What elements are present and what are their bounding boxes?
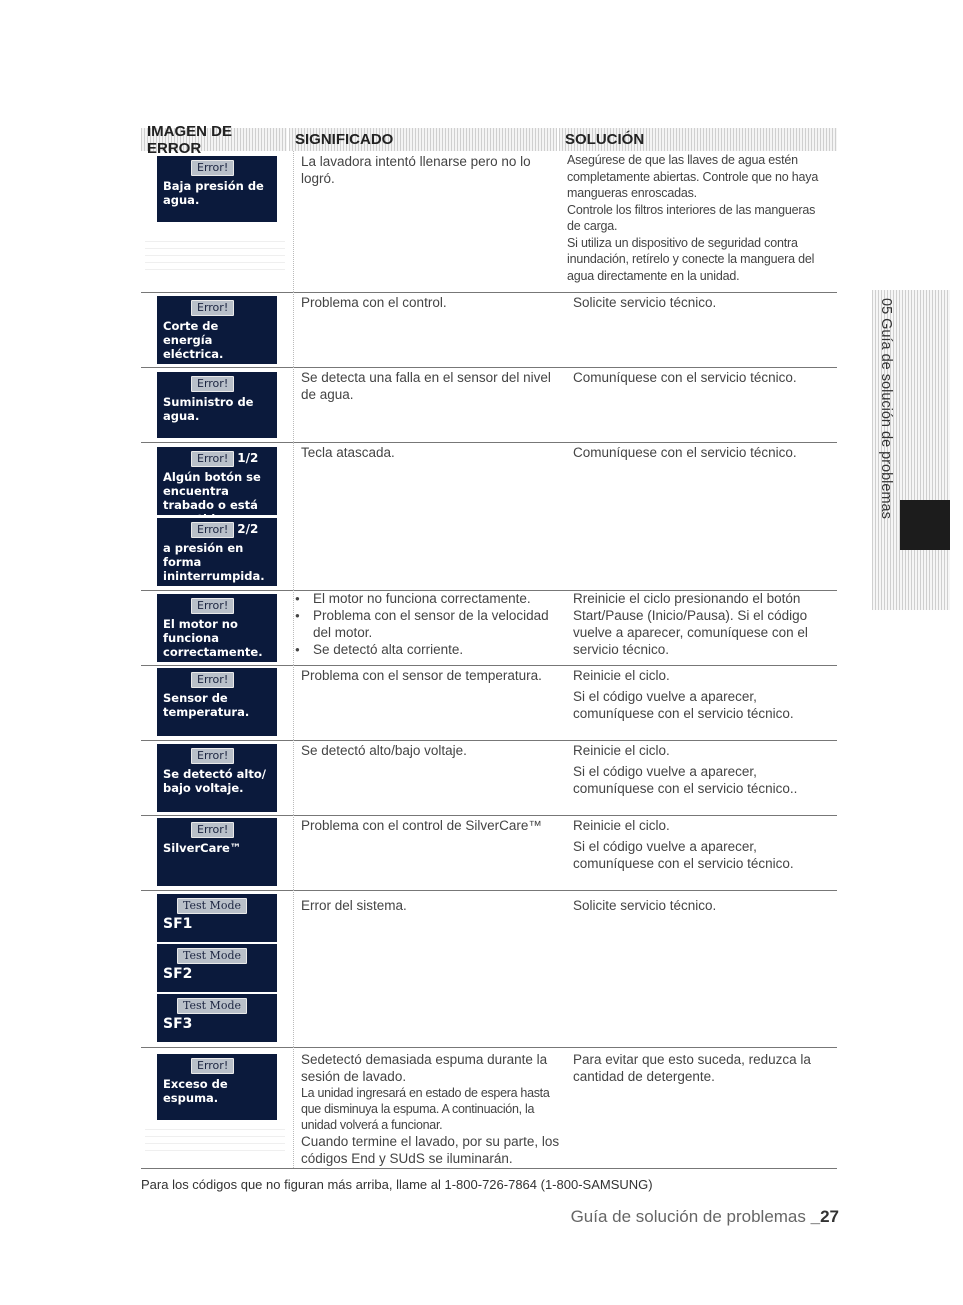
error-image-cell [141, 815, 294, 890]
meaning-cell: Se detectó alto/bajo voltaje. [301, 743, 467, 758]
meaning-cell [301, 1051, 563, 1167]
error-image-cell [141, 890, 294, 1047]
solution-text: Solicite servicio técnico. [573, 898, 717, 913]
table-row [141, 442, 837, 591]
solution-cell [573, 667, 835, 722]
error-display [157, 518, 277, 586]
error-badge: Error! [191, 522, 234, 538]
solution-cell [573, 897, 835, 914]
error-display [157, 156, 277, 222]
error-badge: Error! [191, 376, 234, 392]
solution-text: Asegúrese de que las llaves de agua estén completamente abiertas. Controle que no haya mangueras enroscadas. [567, 153, 819, 200]
meaning-bullet: ● El motor no funciona correctamente. [295, 590, 557, 607]
meaning-text: Sedetectó demasiada espuma durante la sesión de lavado. [301, 1052, 548, 1084]
meaning-cell: Se detecta una falla en el sensor del nivel de agua. [301, 370, 551, 402]
error-image-cell [141, 151, 294, 292]
meaning-cell: Problema con el sensor de temperatura. [301, 668, 542, 683]
error-message: a presión en forma ininterrumpida. [163, 541, 265, 583]
test-mode-badge: Test Mode [177, 948, 247, 964]
error-display [157, 594, 277, 662]
error-message: Exceso de espuma. [163, 1077, 228, 1105]
solution-text: Reinicie el ciclo. [573, 818, 670, 833]
solution-cell [573, 444, 835, 461]
solution-text: Para evitar que esto suceda, reduzca la cantidad de detergente. [573, 1052, 811, 1084]
header-solution: SOLUCIÓN [559, 128, 837, 151]
solution-text: Reinicie el ciclo. [573, 743, 670, 758]
error-image-cell [141, 442, 294, 590]
error-message: SilverCare™ [163, 841, 242, 855]
error-badge: Error! [191, 300, 234, 316]
error-image-cell [141, 292, 294, 367]
table-header [141, 122, 837, 157]
table-row [141, 815, 837, 891]
error-display [157, 1054, 277, 1120]
meaning-cell: La lavadora intentó llenarse pero no lo logró. [301, 154, 531, 186]
error-badge: Error! [191, 822, 234, 838]
error-message: Se detectó alto/ bajo voltaje. [163, 767, 266, 795]
error-image-cell [141, 665, 294, 740]
test-mode-display [157, 894, 277, 942]
page-fraction: 2/2 [237, 522, 259, 536]
dotted-placeholder [145, 1127, 285, 1157]
error-image-cell [141, 590, 294, 665]
solution-cell [573, 817, 835, 872]
meaning-bullet: ● Se detectó alta corriente. [295, 641, 557, 658]
error-display [157, 447, 277, 515]
error-display [157, 296, 277, 364]
solution-text: Reinicie el ciclo. [573, 668, 670, 683]
test-mode-badge: Test Mode [177, 898, 247, 914]
solution-text: Comuníquese con el servicio técnico. [573, 445, 797, 460]
meaning-bullet: ● Problema con el sensor de la velocidad del motor. [295, 607, 557, 641]
meaning-text: Cuando termine el lavado, por su parte, los códigos End y SUdS se iluminarán. [301, 1134, 560, 1166]
chapter-tab-label: 05 Guía de solución de problemas [878, 298, 894, 519]
table-row [141, 740, 837, 816]
solution-cell [573, 369, 835, 386]
test-mode-display [157, 994, 277, 1042]
dotted-placeholder [145, 236, 285, 276]
error-badge: Error! [191, 748, 234, 764]
error-image-cell [141, 367, 294, 442]
page-footer [571, 1207, 839, 1227]
table-row [141, 890, 837, 1048]
solution-cell [573, 742, 835, 797]
solution-text: Si el código vuelve a aparecer, comuníquese con el servicio técnico.. [573, 764, 798, 796]
error-badge: Error! [191, 160, 234, 176]
error-badge: Error! [191, 598, 234, 614]
table-row [141, 590, 837, 666]
solution-text: Si utiliza un dispositivo de seguridad contra inundación, retírelo y conecte la manguera del agua directamente en la unidad. [567, 235, 815, 283]
error-message: Algún botón se encuentra trabado o está [163, 470, 261, 512]
page-number: _27 [810, 1207, 839, 1226]
error-image-cell [141, 1047, 294, 1168]
error-message: Sensor de temperatura. [163, 691, 250, 719]
error-display [157, 818, 277, 886]
error-message: Corte de energía eléctrica. [163, 319, 224, 361]
test-mode-code: SF1 [163, 916, 193, 932]
test-mode-code: SF2 [163, 966, 193, 982]
error-image-cell [141, 740, 294, 815]
header-meaning: SIGNIFICADO [289, 128, 559, 151]
error-badge: Error! [191, 672, 234, 688]
header-image: IMAGEN DE ERROR [141, 128, 289, 151]
table-row [141, 151, 837, 293]
solution-text: Si el código vuelve a aparecer, comuníquese con el servicio técnico. [573, 839, 794, 871]
meaning-text: La unidad ingresará en estado de espera hasta que disminuya la espuma. A continuación, la unidad volverá a funcionar. [301, 1086, 550, 1132]
table-row [141, 367, 837, 443]
solution-cell [573, 590, 835, 658]
solution-text: Solicite servicio técnico. [573, 295, 717, 310]
chapter-marker [900, 500, 950, 550]
solution-text: Comuníquese con el servicio técnico. [573, 370, 797, 385]
footer-title: Guía de solución de problemas [570, 1207, 806, 1226]
error-display [157, 744, 277, 812]
meaning-cell: Tecla atascada. [301, 445, 395, 460]
solution-text: Rreinicie el ciclo presionando el botón Start/Pause (Inicio/Pausa). Si el código vuelve a aparecer, comuníquese con el servicio técnico. [573, 591, 808, 657]
error-badge: Error! [191, 1058, 234, 1074]
solution-text: Si el código vuelve a aparecer, comuníquese con el servicio técnico. [573, 689, 794, 721]
error-message: Suministro de agua. [163, 395, 254, 423]
error-badge: Error! [191, 451, 234, 467]
error-message: Baja presión de agua. [163, 179, 264, 207]
test-mode-badge: Test Mode [177, 998, 247, 1014]
table-row [141, 665, 837, 741]
meaning-cell [295, 590, 557, 658]
solution-text: Controle los filtros interiores de las mangueras de carga. [567, 202, 816, 233]
error-display [157, 668, 277, 736]
table-row [141, 292, 837, 368]
solution-cell [567, 152, 829, 284]
error-message: El motor no funciona correctamente. [163, 617, 263, 659]
meaning-cell: Error del sistema. [301, 898, 407, 913]
meaning-cell: Problema con el control de SilverCare™ [301, 818, 542, 833]
test-mode-code: SF3 [163, 1016, 193, 1032]
error-display [157, 372, 277, 438]
solution-cell [573, 294, 835, 311]
page-fraction: 1/2 [237, 451, 259, 465]
footnote: Para los códigos que no figuran más arriba, llame al 1-800-726-7864 (1-800-SAMSUNG) [141, 1177, 653, 1192]
test-mode-display [157, 944, 277, 992]
table-row [141, 1047, 837, 1169]
solution-cell [573, 1051, 835, 1085]
meaning-cell: Problema con el control. [301, 295, 447, 310]
